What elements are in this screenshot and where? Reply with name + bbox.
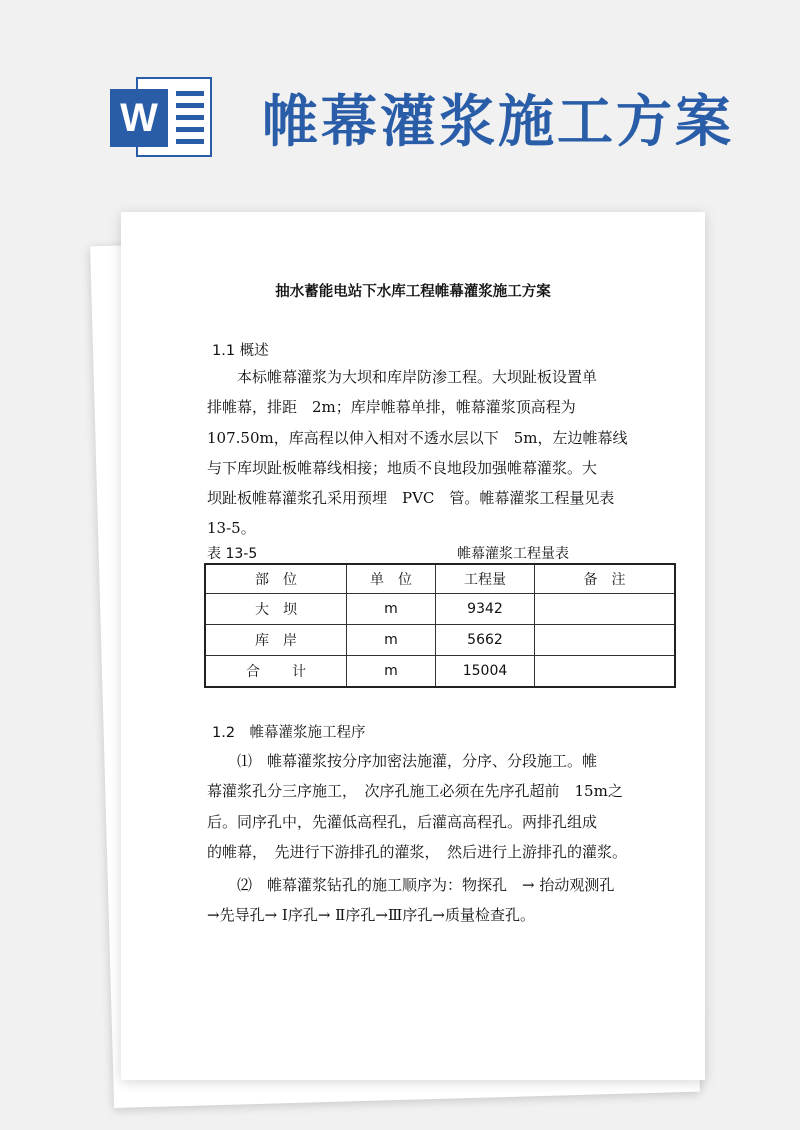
table-cell [535,625,676,656]
paragraph-line: 幕灌浆孔分三序施工， 次序孔施工必须在先序孔超前 15m之 [207,782,623,801]
paragraph-line: 107.50m，库高程以伸入相对不透水层以下 5m，左边帷幕线 [207,428,628,447]
table-total-row [205,656,675,688]
table-cell: m [347,594,436,625]
paragraph-line: ⑴ 帷幕灌浆按分序加密法施灌，分序、分段施工。帷 [237,752,598,770]
document-title: 抽水蓄能电站下水库工程帷幕灌浆施工方案 [275,284,551,300]
table-title: 帷幕灌浆工程量表 [457,546,569,562]
grouting-quantity-table [204,563,676,688]
table-cell [535,656,676,688]
table-cell: m [347,625,436,656]
paragraph-line: 后。同序孔中，先灌低高程孔，后灌高高程孔。两排孔组成 [207,812,598,831]
paragraph-line: ⑵ 帷幕灌浆钻孔的施工顺序为：物探孔 → 抬动观测孔 [237,876,615,894]
section-heading-overview: 1.1 概述 [212,343,269,359]
paragraph-line: 与下库坝趾板帷幕线相接；地质不良地段加强帷幕灌浆。大 [207,458,598,477]
procedure-paragraph-1 [207,746,628,867]
table-cell: 库岸 [205,625,347,656]
procedure-paragraph-2 [207,870,621,931]
table-cell: 5662 [436,625,535,656]
section-heading-procedure: 1.2 帷幕灌浆施工程序 [212,725,366,741]
table-cell: 9342 [436,594,535,625]
word-document-icon [110,77,214,157]
table-header-cell: 工程量 [436,564,535,594]
table-cell: 大坝 [205,594,347,625]
table-header-row [205,564,675,594]
table-cell: 15004 [436,656,535,688]
table-cell: m [347,656,436,688]
table-cell: 合计 [205,656,347,688]
table-caption [207,543,677,563]
table-header-cell: 备 注 [535,564,676,594]
paragraph-line: 排帷幕，排距 2m；库岸帷幕单排，帷幕灌浆顶高程为 [207,398,576,417]
table-header-cell: 单 位 [347,564,436,594]
table-row [205,594,675,625]
document-page [121,212,705,1080]
paragraph-line: 坝趾板帷幕灌浆孔采用预埋 PVC 管。帷幕灌浆工程量见表 [207,489,615,508]
word-icon-letter: W [110,89,168,147]
banner-title: 帷幕灌浆施工方案 [262,90,734,155]
paragraph-line: →先导孔→ Ⅰ序孔→ Ⅱ序孔→Ⅲ序孔→质量检查孔。 [207,906,535,925]
table-header-cell: 部 位 [205,564,347,594]
table-row [205,625,675,656]
banner [0,0,800,180]
paragraph-line: 本标帷幕灌浆为大坝和库岸防渗工程。大坝趾板设置单 [237,368,598,386]
overview-paragraph [207,362,628,544]
table-number: 表 13-5 [207,546,258,562]
paragraph-line: 13-5。 [207,519,256,538]
paragraph-line: 的帷幕， 先进行下游排孔的灌浆， 然后进行上游排孔的灌浆。 [207,842,628,861]
table-cell [535,594,676,625]
